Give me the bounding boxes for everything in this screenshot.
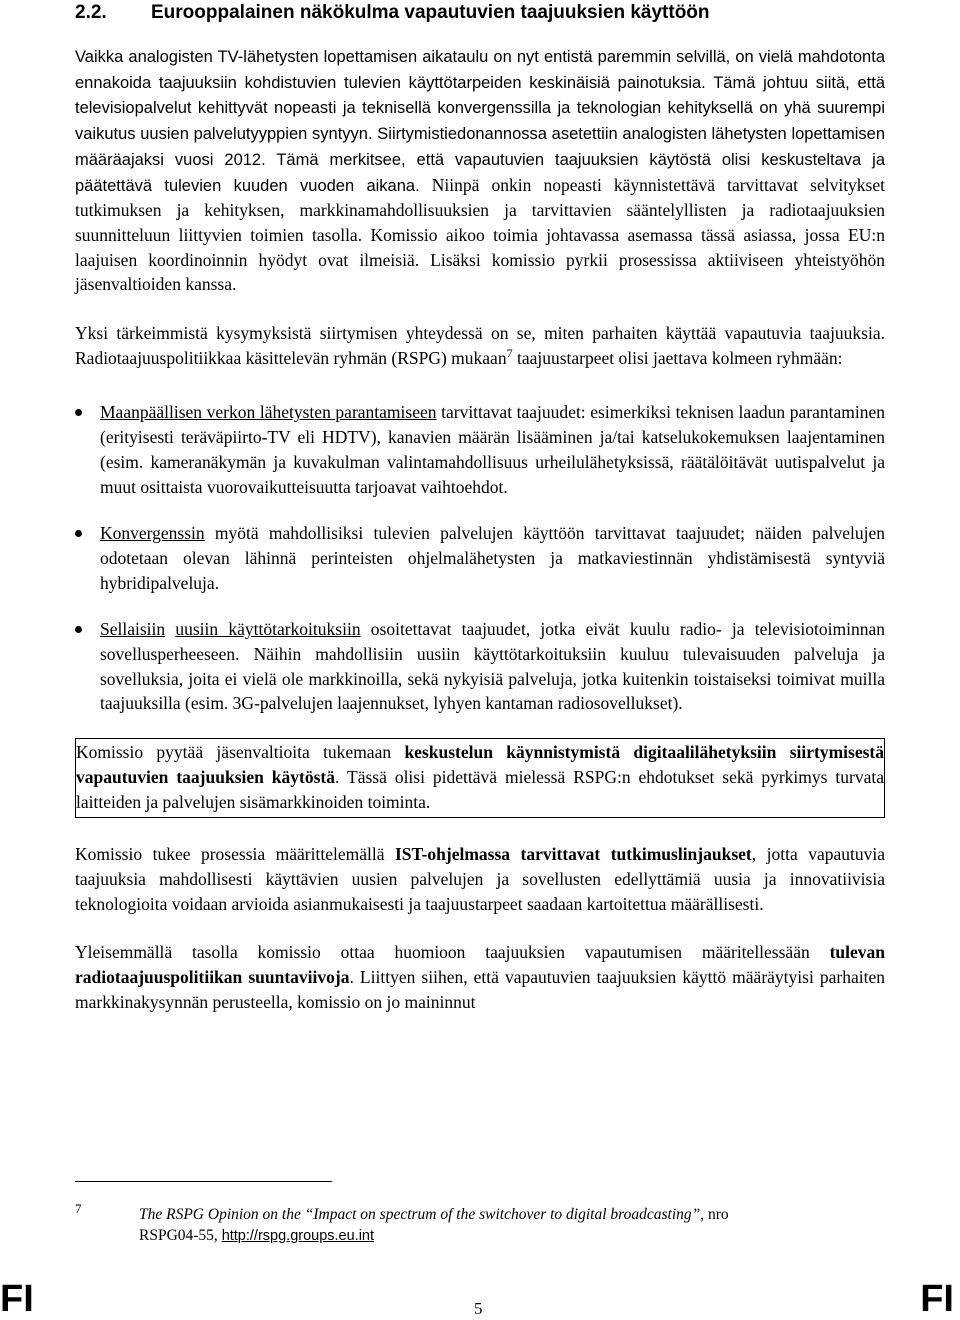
paragraph-1-part-a: Vaikka analogisten TV-lähetysten lopettamisen aikataulu on nyt entistä paremmin selvillä, on vielä mahdotonta ennakoida taajuuksiin kohdistuvien tulevien käyttötarpeiden keskinäisiä painotuksia. [75,48,885,92]
footnote-divider [75,1181,332,1182]
paragraph-3-part-a: Komissio tukee prosessia määrittelemällä [75,844,395,865]
bullet-3-underlined-2: uusiin käyttötarkoituksiin [175,619,361,640]
paragraph-1-part-d: Komissio aikoo toimia johtavassa asemassa tässä asiassa, jossa EU:n laajuisen koordinoinnin hyödyt ovat ilmeisiä. [75,224,885,270]
list-item [75,521,885,595]
box-text-b: . Tässä olisi pidettävä mielessä RSPG:n ehdotukset sekä pyrkimys turvata laitteiden ja palvelujen sisämarkkinoiden toiminta. [76,766,884,812]
paragraph-1-part-b: Tämä johtuu siitä, että televisiopalvelut kehittyvät nopeasti ja teknisellä konvergenssilla ja teknologian kehityksellä on yhä suurempi vaikutus uusien palvelutyyppien syntyyn. Siirtymistiedonannossa asetettiin analogisten lähetysten lopettamisen määräajaksi vuosi 2012. Tämä merkitsee, että vapautuvien taajuuksien käytöstä olisi keskusteltava ja päätettävä tulevien kuuden vuoden aikana. [75,73,885,195]
paragraph-1-part-e: Lisäksi komissio pyrkii prosessissa aktiiviseen yhteistyöhön jäsenvaltioiden kanssa. [75,249,885,295]
list-item [75,400,885,499]
paragraph-4-bold: tulevan radiotaajuuspolitiikan suuntaviivoja [75,942,885,988]
footnote-text [139,1204,885,1247]
bullet-2-underlined: Konvergenssin [100,523,205,544]
language-code-left: FI [0,1278,34,1320]
bullet-icon [75,626,82,633]
section-number: 2.2. [75,2,107,23]
paragraph-2-part-c: taajuustarpeet olisi jaettava kolmeen ryhmään: [512,347,843,368]
paragraph-4-part-b: . Liittyen siihen, että vapautuvien taajuuksien käyttö määräytyisi parhaiten markkinakysynnän perusteella, komissio on jo maininnut [75,967,885,1012]
bullet-3-underlined-1: Sellaisiin [100,619,166,640]
paragraph-4-part-a: Yleisemmällä tasolla komissio ottaa huomioon taajuuksien vapautumisen määritellessään [75,942,830,963]
bullet-icon [75,530,82,537]
section-heading [75,0,710,26]
language-code-right: FI [920,1278,954,1320]
bullet-1-underlined: Maanpäällisen verkon lähetysten parantamiseen [100,402,437,423]
page-number: 5 [474,1299,483,1318]
box-text-a: Komissio pyytää jäsenvaltioita tukemaan [76,742,405,763]
list-item [75,617,885,716]
footnote-link[interactable]: http://rspg.groups.eu.int [221,1228,375,1244]
paragraph-3-part-b: , jotta vapautuvia taajuuksia mahdollisesti käyttävien uusien palvelujen ja sovellusten edellyttämiä uusia ja innovatiivisia teknologioita voidaan arvioida asianmukaisesti ja taajuustarpeet saadaan kartoitettua määrällisesti. [75,844,885,914]
paragraph-4 [75,940,885,1014]
bullet-3-text-2: Näihin mahdollisiin uusiin käyttötarkoituksiin kuuluu tulevaisuuden palveluja ja sovelluksia, joita ei vielä ole markkinoilla, sekä nykyisiä palveluja, jotka kuitenkin toistaiseksi toimivat muilla taajuuksilla (esim. 3G-palvelujen laajennukset, lyhyen kantaman radiosovellukset). [100,644,885,714]
box-bold: keskustelun käynnistymistä digitaalilähetyksiin siirtymisestä vapautuvien taajuuksien käytöstä [76,742,884,787]
page-content [75,44,885,1015]
paragraph-2 [75,321,885,370]
section-title: Eurooppalainen näkökulma vapautuvien taajuuksien käyttöön [151,2,710,23]
bullet-2-text: myötä mahdollisiksi tulevien palvelujen käyttöön tarvittavat taajuudet; näiden palvelujen odotetaan olevan lähinnä perinteisten ohjelmalähetysten ja matkaviestinnän yhdistämisestä syntyviä hybridipalveluja. [100,523,885,593]
highlight-box [75,738,885,818]
paragraph-2-part-a: Yksi tärkeimmistä kysymyksistä siirtymisen yhteydessä on se, miten parhaiten käyttää vapautuvia taajuuksia. [75,323,885,344]
bullet-icon [75,409,82,416]
footnote-number: 7 [75,1201,82,1216]
bullet-1-text: tarvittavat taajuudet: esimerkiksi teknisen laadun parantaminen (erityisesti teräväpiirto-TV eli HDTV), kanavien määrän lisääminen ja/tai katselukokemuksen laajentaminen (esim. kameranäkymän ja kuvakulman valintamahdollisuus urheilulähetyksissä, räätälöitävät uutispalvelut ja muut osittaista vuorovaikutteisuutta tarjoavat vaihtoehdot. [100,402,885,497]
bullet-list [75,400,885,716]
paragraph-1-part-c: Niinpä onkin nopeasti käynnistettävä tarvittavat selvitykset tutkimuksen ja kehityksen, markkinamahdollisuuksien ja tarvittavien sääntelyllisten ja radiotaajuuksien suunnitteluun liittyvien toimien tasolla. [75,174,885,245]
paragraph-3 [75,842,885,916]
bullet-3-text-1: osoitettavat taajuudet, jotka eivät kuulu radio- ja televisiotoiminnan sovellusperheeseen. [100,619,885,665]
footnote-italic: The RSPG Opinion on the “Impact on spectrum of the switchover to digital broadcasting” [139,1206,701,1223]
footnote-rest: , nro [700,1206,729,1223]
paragraph-1 [75,44,885,297]
paragraph-3-bold: IST-ohjelmassa tarvittavat tutkimuslinjaukset [394,844,752,865]
paragraph-2-part-b: Radiotaajuuspolitiikkaa käsittelevän ryhmän (RSPG) mukaan [75,347,507,368]
footnote-line2: RSPG04-55, [139,1227,222,1244]
footnote-ref[interactable]: 7 [506,345,513,360]
